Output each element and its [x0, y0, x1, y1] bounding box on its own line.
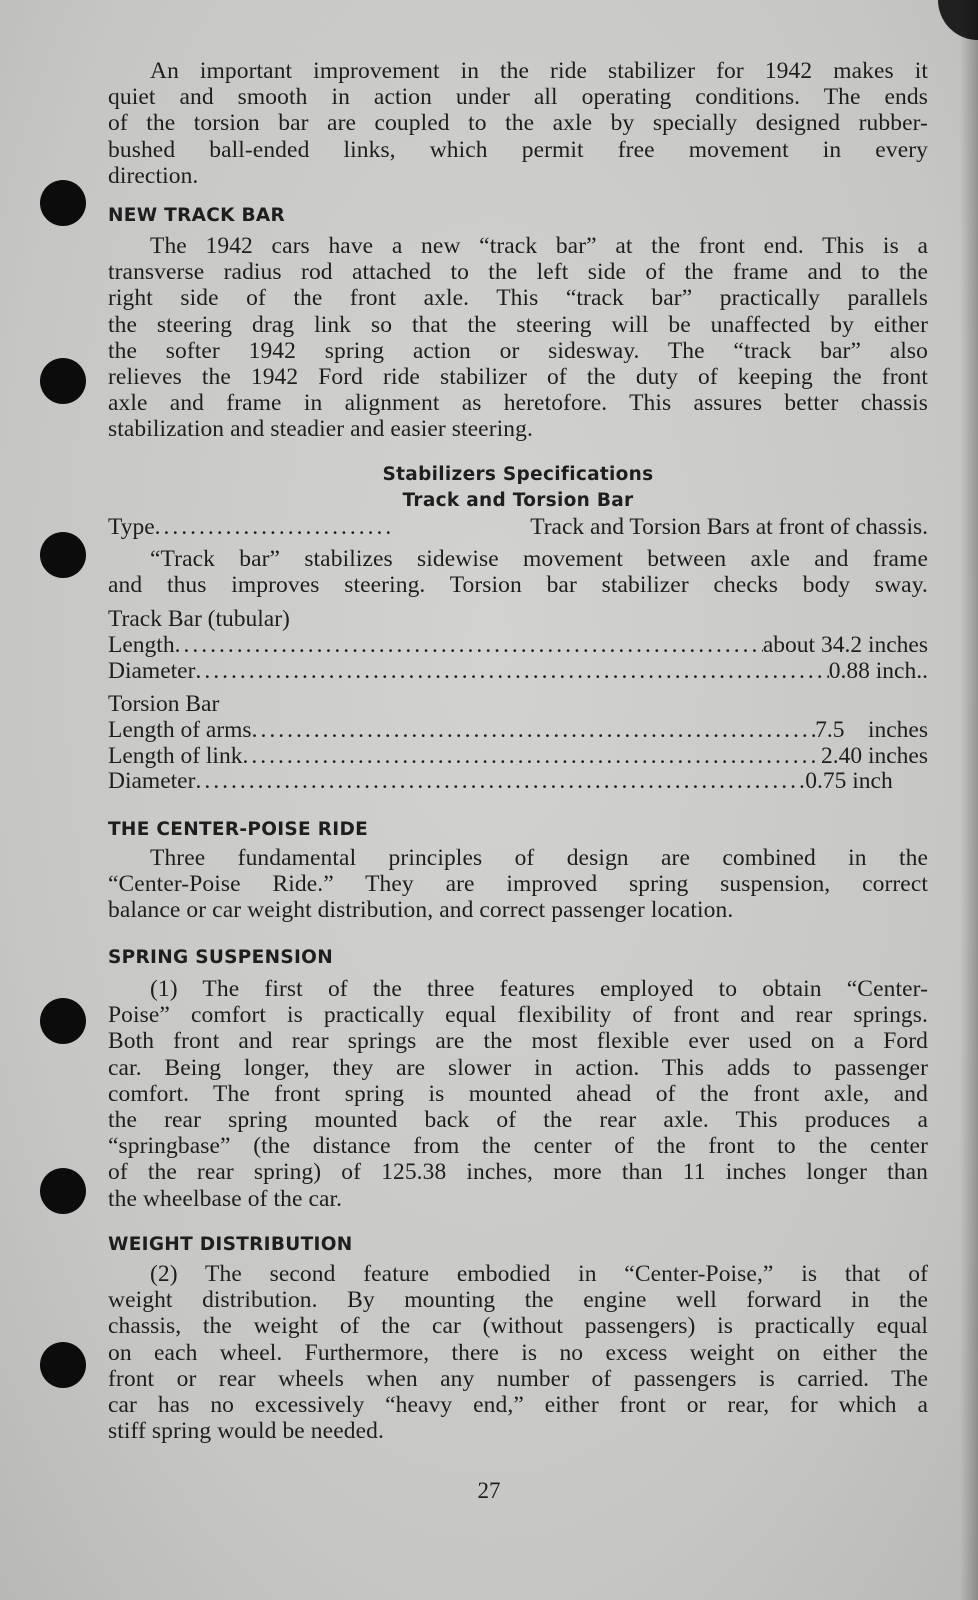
- page-edge-shadow: [960, 0, 978, 1600]
- spec-label: Length of arms: [108, 717, 252, 743]
- spec-row: [108, 633, 928, 659]
- text-line: the wheelbase of the car.: [108, 1185, 343, 1212]
- spec-title: Stabilizers Specifications: [382, 464, 654, 485]
- spec-value: 0.75 inch: [805, 768, 928, 795]
- spring-suspension-paragraph: [108, 976, 928, 1212]
- spec-row: [108, 769, 928, 795]
- text-line: (2) The second feature embodied in “Center-Poise,” is that of: [150, 1261, 928, 1287]
- text-line: of the torsion bar are coupled to the axle by specially designed rubber-: [108, 110, 928, 137]
- binder-hole: [40, 180, 86, 226]
- text-line: car has no excessively “heavy end,” either front or rear, for which a: [108, 1391, 928, 1418]
- spec-label: Length of link: [108, 742, 243, 769]
- track-bar-spec-rows: [108, 633, 928, 684]
- section-heading-track-bar: NEW TRACK BAR: [108, 205, 286, 226]
- text-line: car. Being longer, they are slower in action. This adds to passenger: [108, 1054, 928, 1081]
- text-line: relieves the 1942 Ford ride stabilizer of the duty of keeping the front: [108, 363, 928, 390]
- text-line: The 1942 cars have a new “track bar” at the front end. This is a: [150, 233, 928, 259]
- text-line: quiet and smooth in action under all operating conditions. The ends: [108, 84, 928, 111]
- text-line: axle and frame in alignment as heretofore. This assures better chassis: [108, 390, 928, 417]
- spec-note: “Track bar” stabilizes sidewise movement between axle and frame and thus improves steering. Torsion bar stabilizer checks body sway.: [108, 546, 928, 599]
- text-line: on each wheel. Furthermore, there is no excess weight on either the: [108, 1339, 928, 1366]
- text-line: balance or car weight distribution, and correct passenger location.: [108, 897, 734, 924]
- spec-subtitle: Track and Torsion Bar: [402, 490, 634, 511]
- text-line: comfort. The front spring is mounted ahead of the front axle, and: [108, 1080, 928, 1107]
- torsion-bar-group-label: Torsion Bar: [108, 691, 220, 717]
- binder-hole: [40, 1342, 86, 1388]
- spec-label: Diameter: [108, 657, 196, 684]
- text-line: the softer 1942 spring action or sidesway. The “track bar” also: [108, 337, 928, 364]
- section-heading-center-poise: THE CENTER-POISE RIDE: [108, 819, 369, 840]
- text-line: stabilization and steadier and easier steering.: [108, 416, 533, 443]
- weight-distribution-paragraph: [108, 1261, 928, 1444]
- text-line: transverse radius rod attached to the left side of the frame and to the: [108, 259, 928, 286]
- spec-value: 2.40 inches: [820, 742, 928, 769]
- text-line: Three fundamental principles of design are combined in the: [150, 845, 928, 871]
- spec-row: [108, 744, 928, 770]
- text-line: “springbase” (the distance from the center of the front to the center: [108, 1133, 928, 1160]
- section-heading-weight-distribution: WEIGHT DISTRIBUTION: [108, 1234, 353, 1255]
- spec-row: [108, 718, 928, 744]
- text-line: right side of the front axle. This “track bar” practically parallels: [108, 285, 928, 312]
- section-heading-spring-suspension: SPRING SUSPENSION: [108, 947, 333, 968]
- binder-hole: [40, 532, 86, 578]
- text-line: chassis, the weight of the car (without passengers) is practically equal: [108, 1313, 928, 1340]
- spec-value: 0.88 inch..: [828, 657, 928, 684]
- center-poise-paragraph: [108, 845, 928, 924]
- text-line: front or rear wheels when any number of passengers is carried. The: [108, 1365, 928, 1392]
- spec-value: about 34.2 inches: [762, 632, 928, 658]
- binder-hole: [40, 358, 86, 404]
- spec-label: Type: [108, 514, 155, 540]
- track-bar-group-label: Track Bar (tubular): [108, 606, 290, 632]
- text-line: direction.: [108, 162, 199, 189]
- spec-label: Length: [108, 632, 175, 658]
- spec-value: 7.5 inches: [815, 717, 928, 743]
- spec-label: Diameter: [108, 768, 196, 795]
- text-line: Poise” comfort is practically equal flexibility of front and rear springs.: [108, 1002, 928, 1029]
- text-line: (1) The first of the three features employed to obtain “Center-: [150, 976, 928, 1002]
- text-line: bushed ball-ended links, which permit free movement in every: [108, 136, 928, 163]
- binder-hole: [40, 998, 86, 1044]
- page-number: 27: [477, 1478, 501, 1503]
- text-line: the steering drag link so that the steering will be unaffected by either: [108, 311, 928, 338]
- text-line: the rear spring mounted back of the rear axle. This produces a: [108, 1106, 928, 1133]
- binder-hole: [40, 1168, 86, 1214]
- text-line: “Center-Poise Ride.” They are improved spring suspension, correct: [108, 871, 928, 898]
- spec-row: [108, 659, 928, 685]
- torsion-bar-spec-rows: [108, 718, 928, 795]
- spec-value: Track and Torsion Bars at front of chassis.: [530, 514, 928, 540]
- text-line: weight distribution. By mounting the engine well forward in the: [108, 1287, 928, 1314]
- text-line: of the rear spring) of 125.38 inches, more than 11 inches longer than: [108, 1159, 928, 1186]
- track-bar-paragraph: [108, 233, 928, 443]
- text-line: An important improvement in the ride stabilizer for 1942 makes it: [150, 58, 928, 84]
- intro-paragraph: [108, 58, 928, 189]
- text-line: stiff spring would be needed.: [108, 1418, 384, 1445]
- spec-type-row: [108, 515, 928, 541]
- text-line: Both front and rear springs are the most flexible ever used on a Ford: [108, 1028, 928, 1055]
